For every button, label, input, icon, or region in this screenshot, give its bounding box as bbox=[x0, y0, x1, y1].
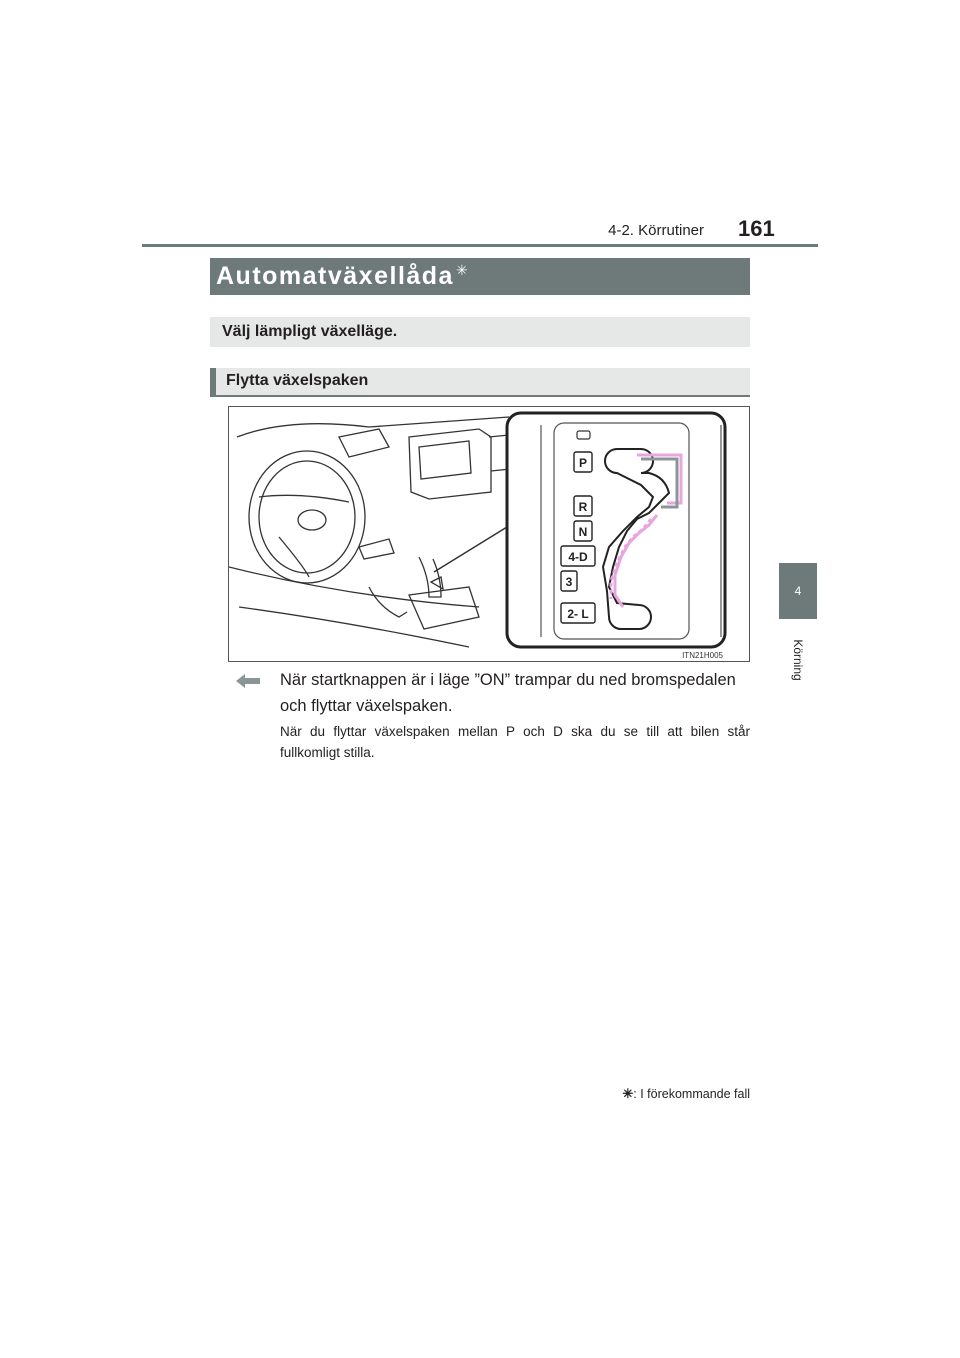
section-label: 4-2. Körrutiner bbox=[608, 222, 704, 239]
footnote-star-icon: ✳ bbox=[622, 1086, 634, 1101]
shift-lever-illustration bbox=[228, 406, 750, 662]
instruction-text: När startknappen är i läge ”ON” trampar du ned bromspedalen och flyttar växelspaken. bbox=[280, 671, 736, 715]
page-number: 161 bbox=[738, 216, 775, 241]
section-heading-text: Flytta växelspaken bbox=[226, 372, 369, 389]
chapter-number: 4 bbox=[794, 584, 802, 598]
page-title-bar bbox=[210, 258, 750, 295]
gate-label-2l: 2- L bbox=[567, 607, 589, 621]
chapter-tab[interactable] bbox=[779, 563, 817, 619]
footnote bbox=[500, 1086, 750, 1102]
gate-label-r: R bbox=[578, 500, 588, 514]
chapter-label-text: Körning bbox=[791, 639, 805, 681]
footnote-text: : I förekommande fall bbox=[633, 1087, 750, 1101]
illustration-svg bbox=[229, 407, 750, 662]
callout-line bbox=[434, 527, 507, 572]
heading-marker bbox=[210, 368, 216, 395]
chapter-label bbox=[780, 630, 816, 690]
subtitle-bar bbox=[210, 317, 750, 347]
note-text: När du flyttar växelspaken mellan P och D ska du se till att bilen står fullkomligt stilla. bbox=[280, 724, 750, 760]
footnote-star-icon: ✳ bbox=[455, 262, 470, 278]
subtitle-text: Välj lämpligt växelläge. bbox=[222, 323, 398, 340]
page-title bbox=[216, 262, 469, 291]
page-title-text: Automatväxellåda bbox=[216, 262, 454, 290]
gate-label-3: 3 bbox=[565, 575, 573, 589]
figure-code: ITN21H005 bbox=[682, 651, 723, 660]
gate-label-4d: 4-D bbox=[568, 550, 588, 564]
gate-label-p: P bbox=[578, 456, 588, 470]
section-heading bbox=[210, 368, 750, 397]
header-rule bbox=[142, 244, 818, 247]
left-arrow-icon bbox=[236, 674, 260, 688]
gate-label-n: N bbox=[578, 525, 588, 539]
